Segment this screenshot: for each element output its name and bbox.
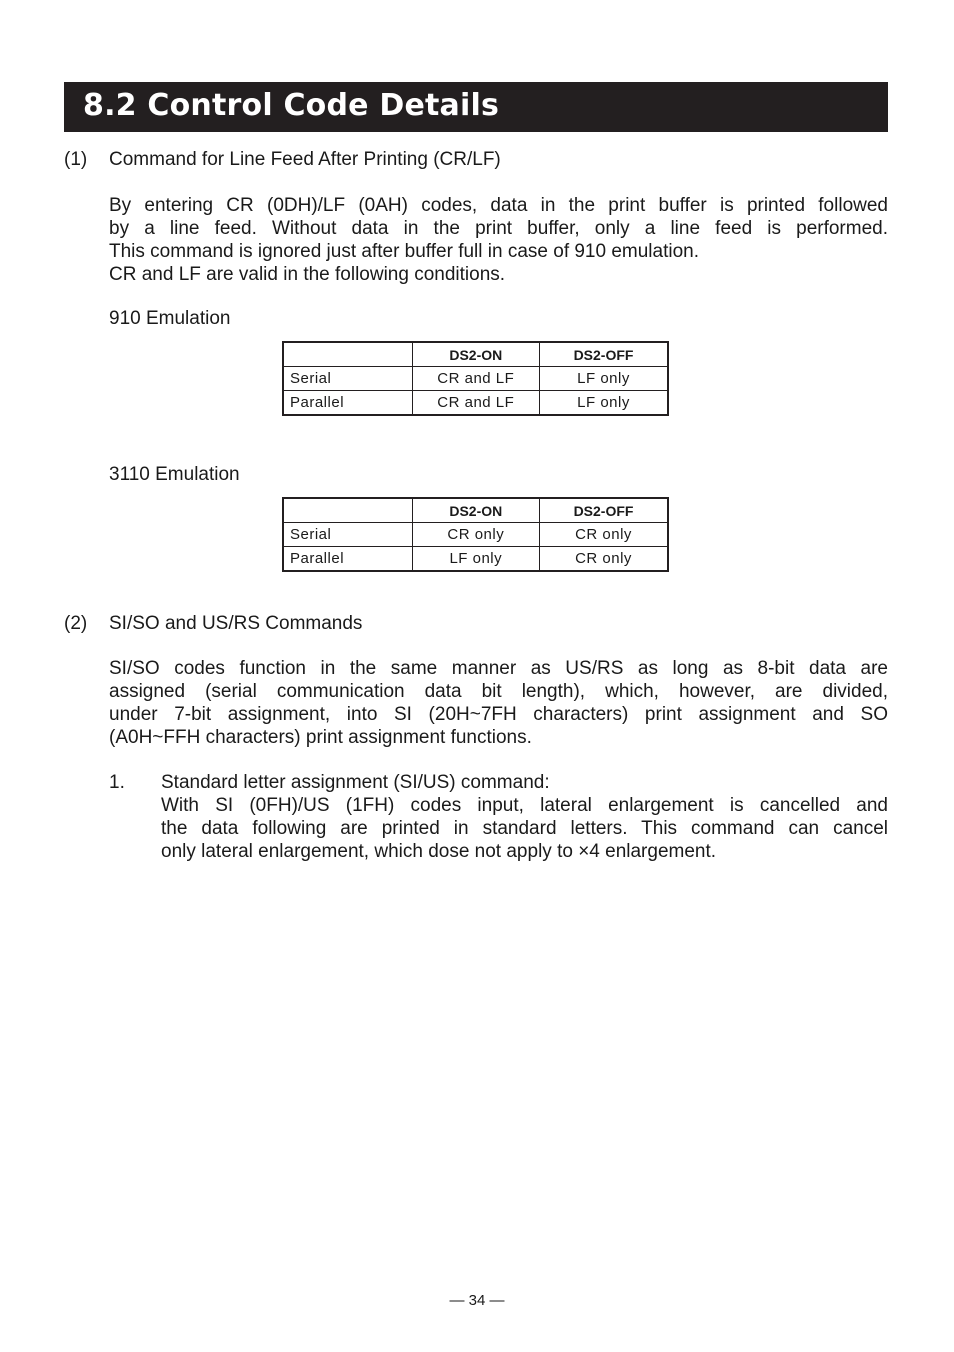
paragraph-line: under 7-bit assignment, into SI (20H~7FH characters) print assignment and SO bbox=[109, 704, 888, 725]
paragraph-line: This command is ignored just after buffer full in case of 910 emulation. bbox=[109, 241, 700, 262]
sub-item-1-paragraph bbox=[161, 794, 888, 863]
table-cell: CR only bbox=[540, 523, 668, 547]
section-title: 8.2 Control Code Details bbox=[83, 88, 499, 123]
table-cell: LF only bbox=[540, 367, 668, 391]
table-header-row bbox=[283, 498, 668, 523]
table-3110-emulation bbox=[282, 497, 669, 572]
table-header-cell: DS2-ON bbox=[412, 342, 539, 367]
table-header-row bbox=[283, 342, 668, 367]
table-row bbox=[283, 523, 668, 547]
item-1-number: (1) bbox=[64, 149, 88, 170]
table-header-cell: DS2-OFF bbox=[540, 342, 668, 367]
sub-item-1-number: 1. bbox=[109, 772, 125, 793]
table-cell: Serial bbox=[283, 367, 412, 391]
table-910-label: 910 Emulation bbox=[109, 308, 231, 329]
paragraph-line: With SI (0FH)/US (1FH) codes input, lateral enlargement is cancelled and bbox=[161, 795, 888, 816]
paragraph-line: By entering CR (0DH)/LF (0AH) codes, data in the print buffer is printed followed bbox=[109, 195, 888, 216]
page-number: — 34 — bbox=[449, 1292, 505, 1309]
item-2-paragraph bbox=[109, 657, 888, 749]
table-row bbox=[283, 547, 668, 572]
table-row bbox=[283, 367, 668, 391]
table-cell: CR only bbox=[412, 523, 539, 547]
table-cell: Serial bbox=[283, 523, 412, 547]
table-cell: Parallel bbox=[283, 547, 412, 572]
table-cell: LF only bbox=[540, 391, 668, 416]
paragraph-line: only lateral enlargement, which dose not apply to ×4 enlargement. bbox=[161, 841, 717, 862]
table-cell: CR and LF bbox=[412, 367, 539, 391]
sub-item-1-heading: Standard letter assignment (SI/US) command: bbox=[161, 772, 550, 793]
paragraph-line: (A0H~FFH characters) print assignment functions. bbox=[109, 727, 532, 748]
table-header-cell: DS2-OFF bbox=[540, 498, 668, 523]
table-cell: Parallel bbox=[283, 391, 412, 416]
paragraph-line: assigned (serial communication data bit length), which, however, are divided, bbox=[109, 681, 888, 702]
item-2-number: (2) bbox=[64, 613, 88, 634]
paragraph-line: by a line feed. Without data in the print buffer, only a line feed is performed. bbox=[109, 218, 888, 239]
item-1-paragraph bbox=[109, 194, 888, 286]
paragraph-line: SI/SO codes function in the same manner as US/RS as long as 8-bit data are bbox=[109, 658, 888, 679]
item-2-heading: SI/SO and US/RS Commands bbox=[109, 613, 363, 634]
table-cell: CR and LF bbox=[412, 391, 539, 416]
table-3110-label: 3110 Emulation bbox=[109, 464, 240, 485]
item-1-heading: Command for Line Feed After Printing (CR/LF) bbox=[109, 149, 501, 170]
paragraph-line: CR and LF are valid in the following conditions. bbox=[109, 264, 506, 285]
table-910-emulation bbox=[282, 341, 669, 416]
paragraph-line: the data following are printed in standard letters. This command can cancel bbox=[161, 818, 888, 839]
table-header-cell bbox=[283, 498, 412, 523]
table-cell: CR only bbox=[540, 547, 668, 572]
table-header-cell bbox=[283, 342, 412, 367]
table-row bbox=[283, 391, 668, 416]
table-cell: LF only bbox=[412, 547, 539, 572]
table-header-cell: DS2-ON bbox=[412, 498, 539, 523]
section-title-bar bbox=[64, 82, 888, 132]
